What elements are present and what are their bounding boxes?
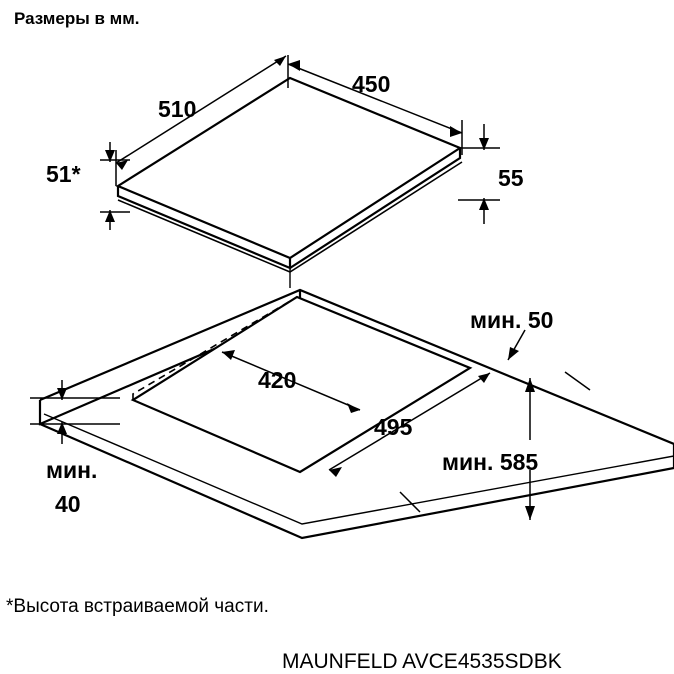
label-min-40-line1: мин. — [46, 457, 98, 483]
label-510: 510 — [158, 96, 197, 122]
label-450: 450 — [352, 71, 391, 97]
label-min-50: мин. 50 — [470, 307, 554, 333]
label-min-585: мин. 585 — [442, 449, 539, 475]
diagram-title: Размеры в мм. — [14, 9, 140, 28]
label-420: 420 — [258, 367, 297, 393]
label-min-40-line2: 40 — [55, 491, 81, 517]
dimension-55 — [458, 124, 500, 224]
dimension-min-40 — [30, 380, 120, 444]
label-495: 495 — [374, 414, 413, 440]
model-name: MAUNFELD AVCE4535SDBK — [282, 650, 562, 673]
label-55: 55 — [498, 165, 524, 191]
dimension-min-50 — [508, 330, 525, 360]
footnote: *Высота встраиваемой части. — [6, 596, 269, 617]
worktop-cutout — [40, 290, 674, 538]
label-51: 51* — [46, 161, 81, 187]
